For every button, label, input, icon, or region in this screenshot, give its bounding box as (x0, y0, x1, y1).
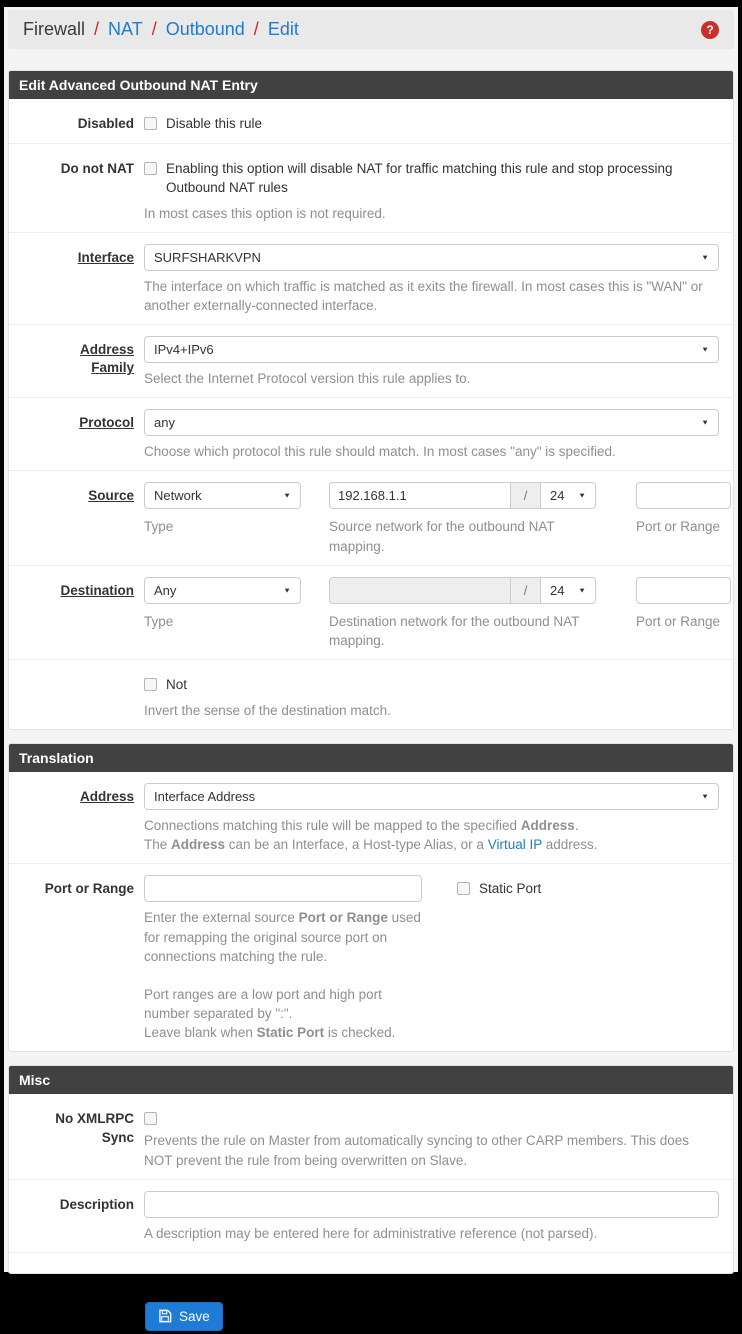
breadcrumb-link-nat[interactable]: NAT (108, 19, 143, 39)
nat-entry-panel (8, 70, 734, 730)
translation-address-select-value: Interface Address (154, 789, 256, 805)
destination-type-caption: Type (144, 613, 174, 629)
disabled-checkbox-label: Disable this rule (166, 116, 263, 131)
breadcrumb (8, 10, 734, 49)
source-port-input[interactable] (636, 482, 731, 509)
address-family-select[interactable] (144, 336, 719, 363)
translation-address-select[interactable] (144, 783, 719, 810)
chevron-down-icon: ▼ (701, 792, 709, 801)
misc-panel (8, 1065, 734, 1273)
breadcrumb-separator: / (94, 19, 100, 39)
protocol-label: Protocol (79, 415, 134, 431)
translation-panel (8, 743, 734, 1052)
translation-address-label: Address (79, 789, 134, 805)
protocol-select-value: any (154, 415, 175, 431)
xmlrpc-sync-label: No XMLRPC Sync (55, 1111, 134, 1145)
protocol-select[interactable] (144, 409, 719, 436)
address-family-help: Select the Internet Protocol version this rule applies to. (144, 371, 471, 387)
address-family-select-value: IPv4+IPv6 (154, 342, 214, 358)
not-help: Invert the sense of the destination match. (144, 702, 391, 718)
static-port-checkbox[interactable] (457, 882, 470, 895)
disabled-row (9, 99, 733, 144)
xmlrpc-sync-row (9, 1094, 733, 1179)
page-content (4, 7, 738, 1334)
translation-port-label: Port or Range (44, 881, 134, 897)
do-not-nat-label: Do not NAT (60, 160, 134, 176)
xmlrpc-sync-checkbox[interactable] (144, 1112, 157, 1125)
do-not-nat-row (9, 144, 733, 233)
interface-select[interactable] (144, 244, 719, 271)
save-icon (158, 1309, 172, 1323)
disabled-label: Disabled (77, 116, 134, 131)
breadcrumb-firewall: Firewall (23, 19, 86, 39)
interface-select-value: SURFSHARKVPN (154, 249, 261, 265)
static-port-checkbox-label: Static Port (479, 881, 542, 897)
destination-mask-separator: / (510, 577, 541, 604)
nat-entry-panel-title: Edit Advanced Outbound NAT Entry (9, 71, 733, 99)
description-help: A description may be entered here for administrative reference (not parsed). (144, 1225, 598, 1241)
source-port-caption: Port or Range (636, 519, 721, 535)
description-row (9, 1180, 733, 1253)
chevron-down-icon: ▼ (701, 253, 709, 262)
translation-address-row (9, 772, 733, 864)
chevron-down-icon: ▼ (701, 345, 709, 354)
description-label: Description (59, 1196, 134, 1212)
source-mask-select[interactable] (541, 482, 596, 509)
translation-port-help2: Port ranges are a low port and high port number separated by ":". Leave blank when Static Port is checked. (144, 986, 396, 1041)
source-row (9, 471, 733, 565)
destination-type-select-value: Any (154, 582, 177, 598)
translation-port-help1: Enter the external source Port or Range used for remapping the original source port on connections matching the rule. (144, 910, 421, 964)
breadcrumb-link-edit[interactable]: Edit (267, 19, 299, 39)
destination-network-caption: Destination network for the outbound NAT mapping. (329, 613, 580, 648)
xmlrpc-sync-help: Prevents the rule on Master from automatically syncing to other CARP members. This does NOT prevent the rule from being overwritten on Slave. (144, 1133, 689, 1168)
do-not-nat-help: In most cases this option is not required. (144, 205, 386, 221)
destination-type-select[interactable] (144, 577, 301, 604)
source-type-caption: Type (144, 519, 174, 535)
save-button-label: Save (179, 1308, 210, 1324)
destination-row (9, 566, 733, 660)
misc-panel-title: Misc (9, 1066, 733, 1094)
source-network-input[interactable] (329, 482, 510, 509)
interface-row (9, 233, 733, 325)
address-family-row (9, 325, 733, 398)
do-not-nat-checkbox-label: Enabling this option will disable NAT for traffic matching this rule and stop processing Outbound NAT rules (166, 160, 673, 195)
translation-port-row (9, 864, 733, 1051)
translation-address-help: Connections matching this rule will be mapped to the specified Address. The Address can be an Interface, a Host-type Alias, or a Virtual IP address. (144, 818, 598, 853)
breadcrumb-separator: / (151, 19, 157, 39)
protocol-help: Choose which protocol this rule should match. In most cases "any" is specified. (144, 444, 616, 460)
source-label: Source (88, 488, 134, 504)
virtual-ip-link[interactable]: Virtual IP (487, 837, 542, 853)
breadcrumb-link-outbound[interactable]: Outbound (165, 19, 245, 39)
save-button[interactable] (145, 1302, 223, 1331)
source-mask-separator: / (510, 482, 541, 509)
chevron-down-icon: ▼ (283, 492, 291, 500)
translation-panel-title: Translation (9, 744, 733, 772)
interface-label: Interface (77, 249, 134, 265)
disabled-checkbox[interactable] (144, 117, 157, 130)
destination-network-input (329, 577, 510, 604)
chevron-down-icon: ▼ (283, 586, 291, 595)
destination-mask-select[interactable] (541, 577, 596, 604)
chevron-down-icon: ▼ (701, 418, 709, 427)
interface-help: The interface on which traffic is matched as it exits the firewall. In most cases this is "WAN" or another externally-connected interface. (144, 278, 703, 313)
source-mask-select-value: 24 (550, 488, 565, 504)
source-type-select[interactable] (144, 482, 301, 509)
source-network-caption: Source network for the outbound NAT mapping. (329, 519, 555, 554)
destination-port-input[interactable] (636, 577, 731, 604)
not-checkbox[interactable] (144, 678, 157, 691)
destination-label: Destination (60, 582, 134, 598)
not-checkbox-label: Not (166, 677, 188, 693)
form-actions (7, 1287, 735, 1331)
description-input[interactable] (144, 1191, 719, 1218)
panel-footer-strip (9, 1253, 733, 1273)
source-type-select-value: Network (154, 488, 202, 504)
translation-port-input[interactable] (144, 875, 422, 902)
do-not-nat-checkbox[interactable] (144, 162, 157, 175)
not-row (9, 660, 733, 729)
help-icon[interactable]: ? (701, 21, 719, 39)
breadcrumb-separator: / (253, 19, 259, 39)
chevron-down-icon: ▼ (578, 586, 586, 595)
chevron-down-icon: ▼ (578, 492, 586, 500)
protocol-row (9, 398, 733, 471)
destination-mask-select-value: 24 (550, 582, 565, 598)
destination-port-caption: Port or Range (636, 613, 721, 629)
address-family-label: Address Family (79, 342, 134, 376)
